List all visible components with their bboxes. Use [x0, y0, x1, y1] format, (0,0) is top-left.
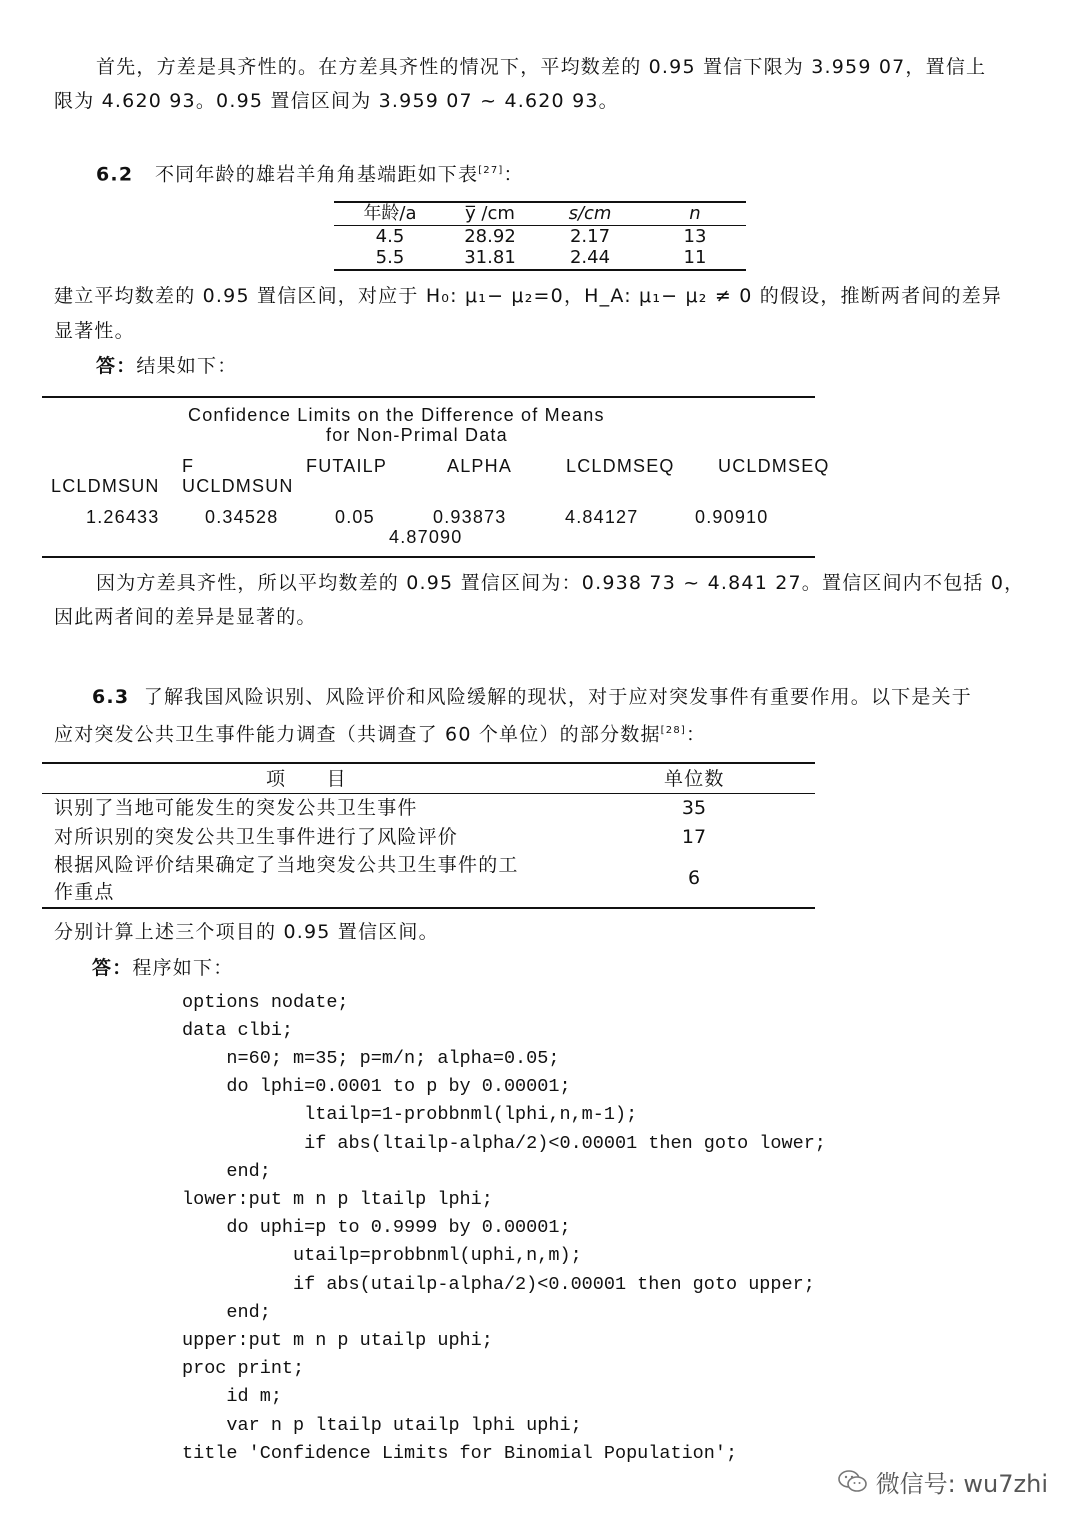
- code-line: ltailp=1-probbnml(lphi,n,m-1);: [182, 1104, 638, 1125]
- q63-line-1: 了解我国风险识别、风险评价和风险缓解的现状，对于应对突发事件有重要作用。以下是关于: [143, 686, 972, 708]
- sas-value: 4.87090: [389, 527, 463, 547]
- sas-col-lcldmsun: LCLDMSUN: [51, 476, 160, 496]
- table-cell: 28.92: [464, 226, 516, 247]
- q63-number: 6.3: [92, 686, 130, 708]
- q63-row-item-line-2: 作重点: [54, 881, 115, 903]
- q63-line-2: 应对突发公共卫生事件能力调查（共调查了 60 个单位）的部分数据: [54, 723, 661, 746]
- code-line: end;: [182, 1302, 271, 1323]
- q62-answer-label: 答：: [96, 355, 137, 377]
- sas-col-alpha: ALPHA: [447, 456, 513, 476]
- table-cell: 2.44: [569, 247, 611, 268]
- code-line: end;: [182, 1161, 271, 1182]
- sas-bottom-rule: [42, 556, 815, 558]
- q63-answer-text: 程序如下：: [132, 957, 234, 979]
- conclusion62-line-1: 因为方差具齐性，所以平均数差的 0.95 置信区间为：0.938 73 ~ 4.841 27。置信区间内不包括 0，: [96, 572, 1025, 594]
- table-cell: 5.5: [375, 247, 405, 268]
- code-line: title 'Confidence Limits for Binomial Population';: [182, 1443, 738, 1464]
- sas-value: 1.26433: [86, 507, 160, 527]
- sas-title-2: for Non-Primal Data: [326, 425, 508, 445]
- code-line: lower:put m n p ltailp lphi;: [182, 1189, 493, 1210]
- q62-th-age: 年龄/a: [363, 203, 417, 224]
- code-line: upper:put m n p utailp uphi;: [182, 1330, 493, 1351]
- table-cell: 4.5: [375, 226, 405, 247]
- q63-row-item: 对所识别的突发公共卫生事件进行了风险评价: [54, 826, 459, 848]
- q63-line-2-wrap: [54, 720, 706, 745]
- q63-table-bottom-rule: [42, 907, 815, 909]
- sas-col-ucldmsun: UCLDMSUN: [182, 476, 294, 496]
- wechat-icon: [838, 1469, 868, 1495]
- code-line: utailp=probbnml(uphi,n,m);: [182, 1245, 582, 1266]
- q62-ref: [27]: [478, 165, 504, 176]
- sas-value: 0.90910: [695, 507, 769, 527]
- q63-table-top-rule: [42, 762, 815, 764]
- code-line: options nodate;: [182, 992, 349, 1013]
- code-line: do lphi=0.0001 to p by 0.00001;: [182, 1076, 571, 1097]
- sas-col-futailp: FUTAILP: [306, 456, 388, 476]
- q62-colon: ：: [503, 163, 524, 186]
- q63-row-count: 17: [681, 826, 707, 848]
- sas-col-f: F: [182, 456, 195, 476]
- code-line: id m;: [182, 1386, 282, 1407]
- q62-after-line-2: 显著性。: [54, 320, 135, 342]
- table-cell: 2.17: [569, 226, 611, 247]
- q62-number: 6.2: [96, 163, 134, 186]
- q63-answer: [92, 957, 233, 979]
- q62-text: 不同年龄的雄岩羊角角基端距如下表: [154, 163, 479, 186]
- q62-answer: [96, 355, 237, 377]
- table-cell: 13: [683, 226, 707, 247]
- code-line: var n p ltailp utailp lphi uphi;: [182, 1415, 582, 1436]
- table-cell: 11: [683, 247, 707, 268]
- q63-row-item-line-1: 根据风险评价结果确定了当地突发公共卫生事件的工: [54, 854, 519, 876]
- q62-heading: [96, 160, 524, 185]
- q62-th-mean: y̅ /cm: [465, 203, 515, 224]
- sas-top-rule: [42, 396, 815, 398]
- q63-table-head-rule: [42, 793, 815, 794]
- code-line: do uphi=p to 0.9999 by 0.00001;: [182, 1217, 571, 1238]
- intro-line-1: 首先，方差是具齐性的。在方差具齐性的情况下，平均数差的 0.95 置信下限为 3.959 07，置信上: [96, 56, 987, 78]
- sas-value: 4.84127: [565, 507, 639, 527]
- q63-row-count: 35: [681, 797, 707, 819]
- conclusion62-line-2: 因此两者间的差异是显著的。: [54, 606, 317, 628]
- q63-th-count: 单位数: [664, 768, 725, 790]
- q63-row-item: 识别了当地可能发生的突发公共卫生事件: [54, 797, 418, 819]
- sas-value: 0.05: [335, 507, 375, 527]
- q63-colon: ：: [686, 723, 707, 746]
- q62-th-n: n: [689, 203, 701, 224]
- q62-answer-text: 结果如下：: [136, 355, 238, 377]
- sas-col-lcldmseq: LCLDMSEQ: [566, 456, 675, 476]
- q62-table-bottom-rule: [334, 269, 746, 271]
- watermark-text: 微信号: wu7zhi: [875, 1470, 1048, 1498]
- code-line: data clbi;: [182, 1020, 294, 1041]
- code-line: n=60; m=35; p=m/n; alpha=0.05;: [182, 1048, 560, 1069]
- sas-value: 0.34528: [205, 507, 279, 527]
- watermark: [838, 1464, 1048, 1499]
- q62-th-sd: s/cm: [568, 203, 612, 224]
- table-cell: 31.81: [464, 247, 516, 268]
- code-line: proc print;: [182, 1358, 305, 1379]
- q63-after: 分别计算上述三个项目的 0.95 置信区间。: [54, 921, 439, 943]
- sas-value: 0.93873: [433, 507, 507, 527]
- sas-title-1: Confidence Limits on the Difference of Means: [188, 405, 605, 425]
- q63-th-item: 项 目: [266, 768, 347, 790]
- code-line: if abs(utailp-alpha/2)<0.00001 then goto upper;: [182, 1274, 815, 1295]
- intro-line-2: 限为 4.620 93。0.95 置信区间为 3.959 07 ~ 4.620 93。: [54, 90, 619, 112]
- q63-row-count: 6: [687, 867, 701, 889]
- q63-ref: [28]: [660, 725, 686, 736]
- q62-after-line-1: 建立平均数差的 0.95 置信区间，对应于 H₀: μ₁− μ₂=0，H_A: μ₁− μ₂ ≠ 0 的假设，推断两者间的差异: [54, 285, 1003, 307]
- sas-col-ucldmseq: UCLDMSEQ: [718, 456, 830, 476]
- code-line: if abs(ltailp-alpha/2)<0.00001 then goto lower;: [182, 1133, 826, 1154]
- q63-heading: [92, 686, 972, 708]
- q63-answer-label: 答：: [92, 957, 133, 979]
